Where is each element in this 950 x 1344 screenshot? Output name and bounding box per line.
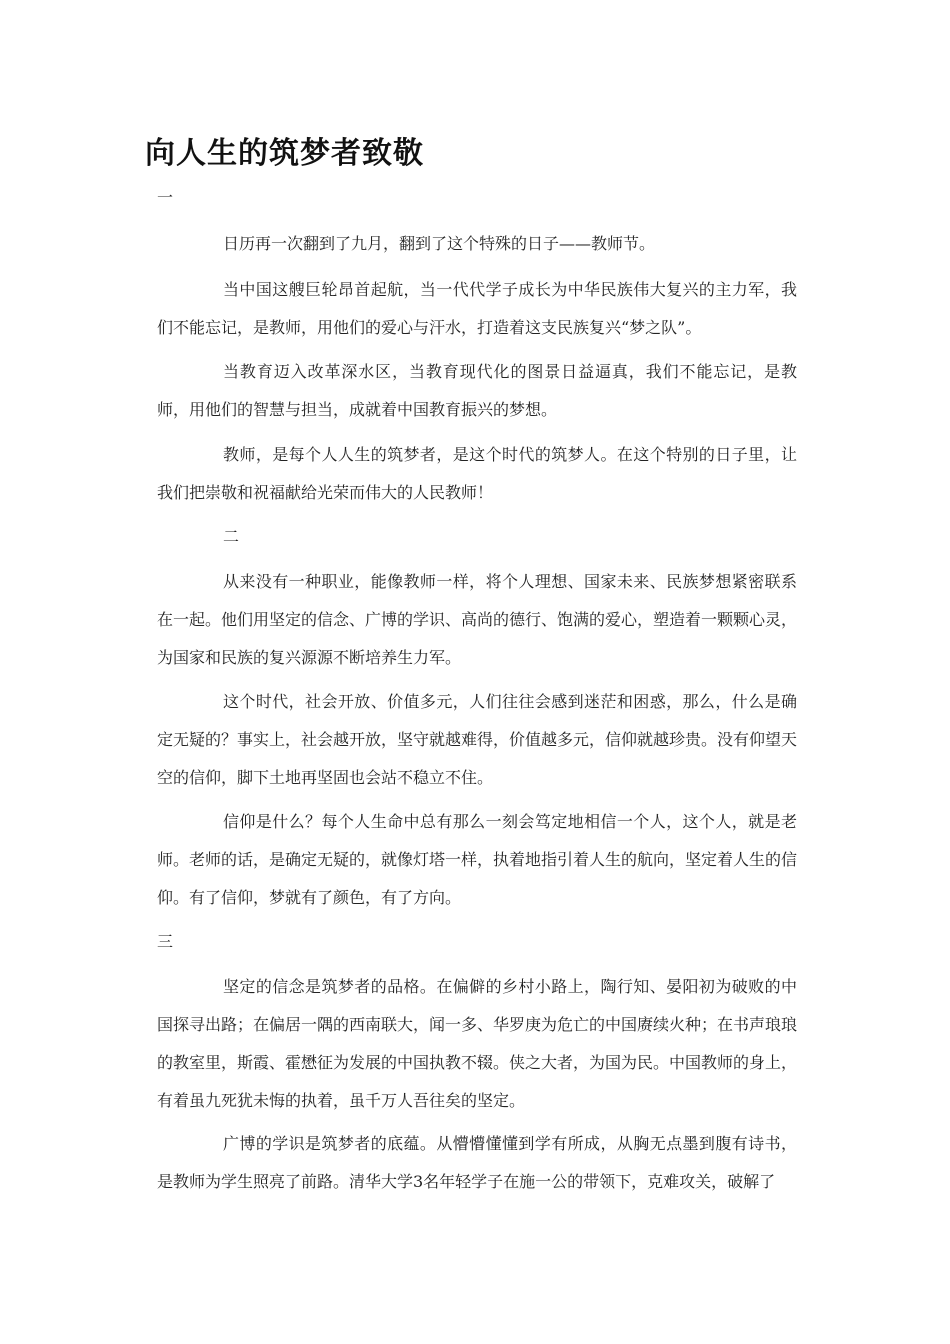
paragraph: 当中国这艘巨轮昂首起航，当一代代学子成长为中华民族伟大复兴的主力军，我们不能忘记，是教师，用他们的爱心与汗水，打造着这支民族复兴“梦之队”。 — [157, 280, 797, 337]
paragraph: 广博的学识是筑梦者的底蕴。从懵懵懂懂到学有所成，从胸无点墨到腹有诗书，是教师为学生照亮了前路。清华大学3名年轻学子在施一公的带领下，克难攻关，破解了 — [157, 1134, 797, 1191]
document-title: 向人生的筑梦者致敬 — [145, 136, 424, 171]
section-mark-2: 二 — [223, 527, 240, 546]
section-mark-3: 三 — [157, 932, 174, 951]
paragraph: 日历再一次翻到了九月，翻到了这个特殊的日子——教师节。 — [223, 234, 656, 253]
section-mark-1: 一 — [157, 188, 174, 207]
paragraph: 坚定的信念是筑梦者的品格。在偏僻的乡村小路上，陶行知、晏阳初为破败的中国探寻出路；在偏居一隅的西南联大，闻一多、华罗庚为危亡的中国赓续火种；在书声琅琅的教室里，斯霞、霍懋征为发展的中国执教不辍。侠之大者，为国为民。中国教师的身上，有着虽九死犹未悔的执着，虽千万人吾往矣的坚定。 — [157, 977, 798, 1110]
paragraph: 信仰是什么？每个人生命中总有那么一刻会笃定地相信一个人，这个人，就是老师。老师的话，是确定无疑的，就像灯塔一样，执着地指引着人生的航向，坚定着人生的信仰。有了信仰，梦就有了颜色，有了方向。 — [157, 812, 798, 907]
paragraph: 这个时代，社会开放、价值多元，人们往往会感到迷茫和困惑，那么，什么是确定无疑的？事实上，社会越开放，坚守就越难得，价值越多元，信仰就越珍贵。没有仰望天空的信仰，脚下土地再坚固也会站不稳立不住。 — [157, 692, 798, 787]
paragraph: 当教育迈入改革深水区，当教育现代化的图景日益逼真，我们不能忘记，是教师，用他们的智慧与担当，成就着中国教育振兴的梦想。 — [157, 362, 797, 419]
paragraph: 从来没有一种职业，能像教师一样，将个人理想、国家未来、民族梦想紧密联系在一起。他们用坚定的信念、广博的学识、高尚的德行、饱满的爱心，塑造着一颗颗心灵，为国家和民族的复兴源源不断培养生力军。 — [157, 572, 798, 667]
paragraph: 教师，是每个人人生的筑梦者，是这个时代的筑梦人。在这个特别的日子里，让我们把崇敬和祝福献给光荣而伟大的人民教师！ — [157, 445, 797, 502]
